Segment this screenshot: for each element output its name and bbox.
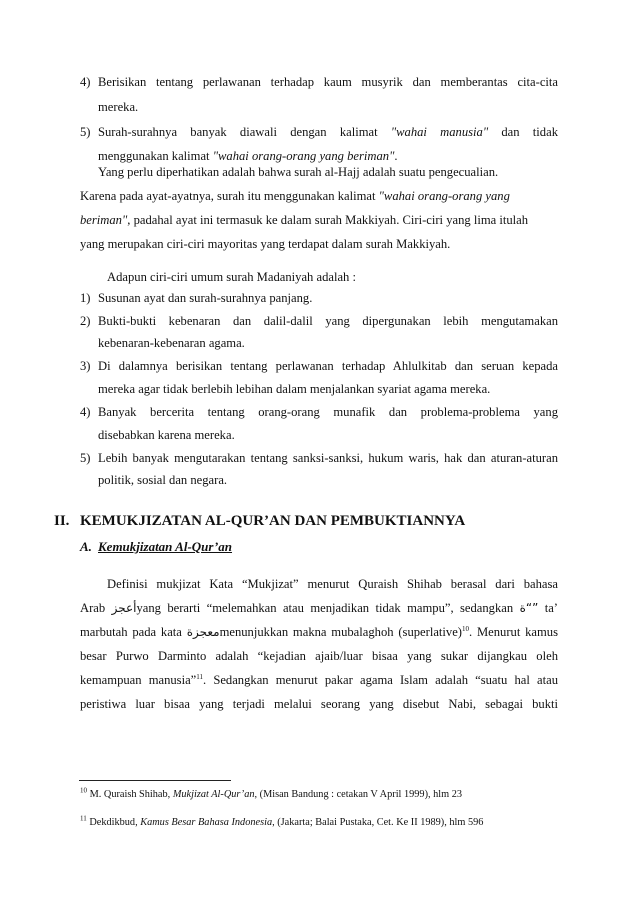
list-item-text: Surah-surahnya banyak diawali dengan kalimat "wahai manusia" dan tidak — [98, 125, 558, 139]
list-item-text: politik, sosial dan negara. — [98, 473, 228, 487]
paragraph-line: kemampuan manusia”$^{11}$. Sedangkan menurut pakar agama Islam adalah “suatu hal atau — [80, 672, 558, 687]
paragraph-line: besar Purwo Darminto adalah “kejadian ajaib/luar bisaa yang sukar dijangkau oleh — [80, 649, 558, 663]
list-item-text: Banyak bercerita tentang orang-orang munafik dan problema-problema yang — [98, 405, 558, 419]
paragraph-line: Adapun ciri-ciri umum surah Madaniyah adalah : — [107, 270, 356, 284]
list-item-text: disebabkan karena mereka. — [98, 428, 235, 442]
arabic-text: ة“” — [519, 601, 539, 615]
footnote: $^{11}$ Dekdikbud, Kamus Besar Bahasa Indonesia, (Jakarta; Balai Pustaka, Cet. Ke II 1989), hlm 596 — [80, 814, 484, 828]
list-number: 3) — [80, 359, 91, 373]
list-item-text: Bukti-bukti kebenaran dan dalil-dalil yang dipergunakan lebih mengutamakan — [98, 314, 558, 328]
list-item-text: Susunan ayat dan surah-surahnya panjang. — [98, 291, 313, 305]
list-number: 2) — [80, 314, 91, 328]
footnote: $^{10}$ M. Quraish Shihab, Mukjizat Al-Qur’an, (Misan Bandung : cetakan V April 1999), hlm 23 — [80, 786, 463, 800]
paragraph-line: yang merupakan ciri-ciri mayoritas yang terdapat dalam surah Makkiyah. — [80, 237, 451, 251]
list-item-text: menggunakan kalimat "wahai orang-orang yang beriman". — [98, 149, 398, 163]
subsection-title: Kemukjizatan Al-Qur’an — [98, 539, 233, 554]
list-item-text: Berisikan tentang perlawanan terhadap kaum musyrik dan memberantas cita-cita — [98, 75, 558, 89]
paragraph-line: Arab أعجزyang berarti “melemahkan atau menjadikan tidak mampu”, sedangkan ة“” ta’ — [80, 601, 559, 615]
paragraph-line: marbutah pada kata معجزةmenunjukkan makna mubalaghoh (superlative)$^{10}$. Menurut kamus — [80, 624, 558, 639]
paragraph-line: Yang perlu diperhatikan adalah bahwa surah al-Hajj adalah suatu pengecualian. — [98, 165, 499, 179]
list-number: 1) — [80, 291, 91, 305]
paragraph-line: beriman", padahal ayat ini termasuk ke dalam surah Makkiyah. Ciri-ciri yang lima itulah — [80, 213, 529, 227]
list-item-text: mereka agar tidak berlebih lebihan dalam menjalankan syariat agama mereka. — [98, 382, 491, 396]
list-item-text: mereka. — [98, 100, 139, 114]
section-number: II. — [54, 513, 70, 529]
arabic-text: أعجز — [111, 601, 137, 615]
footnote-ref: 10 — [462, 624, 469, 633]
list-number: 5) — [80, 451, 91, 465]
footnote-divider — [79, 780, 231, 781]
list-number: 4) — [80, 75, 91, 89]
subsection-label: A. — [80, 539, 92, 554]
list-item-text: Di dalamnya berisikan tentang perlawanan terhadap Ahlulkitab dan seruan kepada — [98, 359, 558, 373]
paragraph-line: peristiwa luar bisaa yang terjadi melalui seorang yang disebut Nabi, sebagai bukti — [80, 697, 558, 711]
list-item-text: Lebih banyak mengutarakan tentang sanksi-sanksi, hukum waris, hak dan aturan-aturan — [98, 451, 558, 465]
paragraph-line: Karena pada ayat-ayatnya, surah itu menggunakan kalimat "wahai orang-orang yang — [80, 189, 510, 203]
section-title: KEMUKJIZATAN AL-QUR’AN DAN PEMBUKTIANNYA — [80, 513, 466, 529]
list-number: 5) — [80, 125, 91, 139]
footnote-ref: 11 — [196, 672, 204, 681]
list-item-text: kebenaran-kebenaran agama. — [98, 336, 245, 350]
paragraph-line: Definisi mukjizat Kata “Mukjizat” menurut Quraish Shihab berasal dari bahasa — [107, 577, 558, 591]
arabic-text: معجزة — [186, 625, 220, 639]
list-number: 4) — [80, 405, 91, 419]
